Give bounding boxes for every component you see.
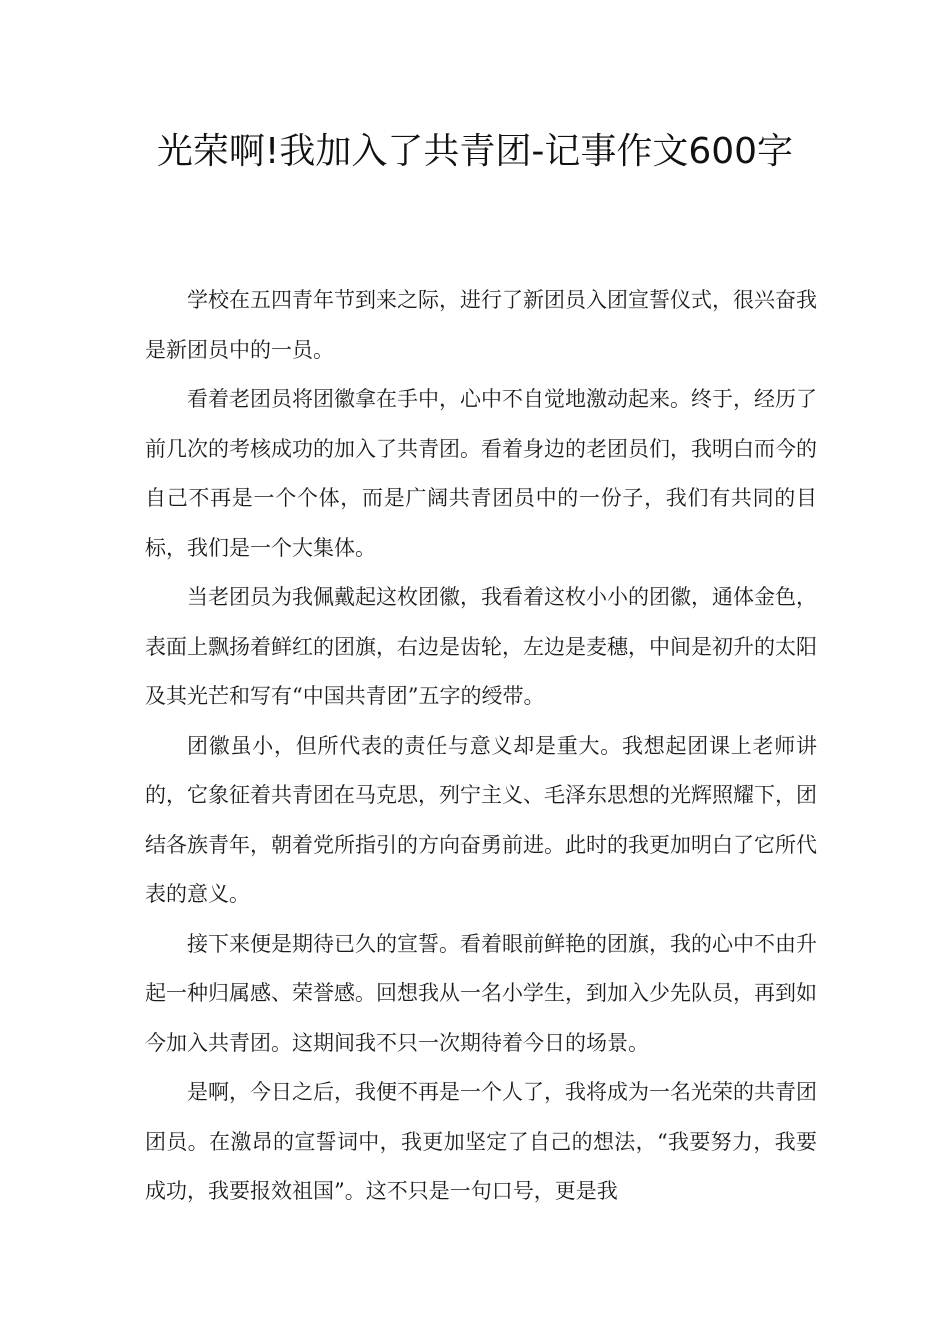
paragraph: 学校在五四青年节到来之际，进行了新团员入团宣誓仪式，很兴奋我是新团员中的一员。 [145,288,817,362]
document-body [145,276,817,1217]
paragraph: 接下来便是期待已久的宣誓。看着眼前鲜艳的团旗，我的心中不由升起一种归属感、荣誉感。回想我从一名小学生，到加入少先队员，再到如今加入共青团。这期间我不只一次期待着今日的场景。 [145,931,817,1055]
paragraph: 当老团员为我佩戴起这枚团徽，我看着这枚小小的团徽，通体金色，表面上飘扬着鲜红的团旗，右边是齿轮，左边是麦穗，中间是初升的太阳及其光芒和写有“中国共青团”五字的绶带。 [145,585,817,708]
paragraph: 团徽虽小，但所代表的责任与意义却是重大。我想起团课上老师讲的，它象征着共青团在马克思，列宁主义、毛泽东思想的光辉照耀下，团结各族青年，朝着党所指引的方向奋勇前进。此时的我更加明白了它所代表的意义。 [145,733,817,906]
document-title: 光荣啊!我加入了共青团-记事作文600字 [156,131,794,172]
paragraph: 是啊，今日之后，我便不再是一个人了，我将成为一名光荣的共青团团员。在激昂的宣誓词中，我更加坚定了自己的想法，“我要努力，我要成功，我要报效祖国”。这不只是一句口号，更是我 [145,1080,817,1203]
paragraph: 看着老团员将团徽拿在手中，心中不自觉地激动起来。终于，经历了前几次的考核成功的加入了共青团。看着身边的老团员们，我明白而今的自己不再是一个个体，而是广阔共青团员中的一份子，我们有共同的目标，我们是一个大集体。 [145,387,817,560]
